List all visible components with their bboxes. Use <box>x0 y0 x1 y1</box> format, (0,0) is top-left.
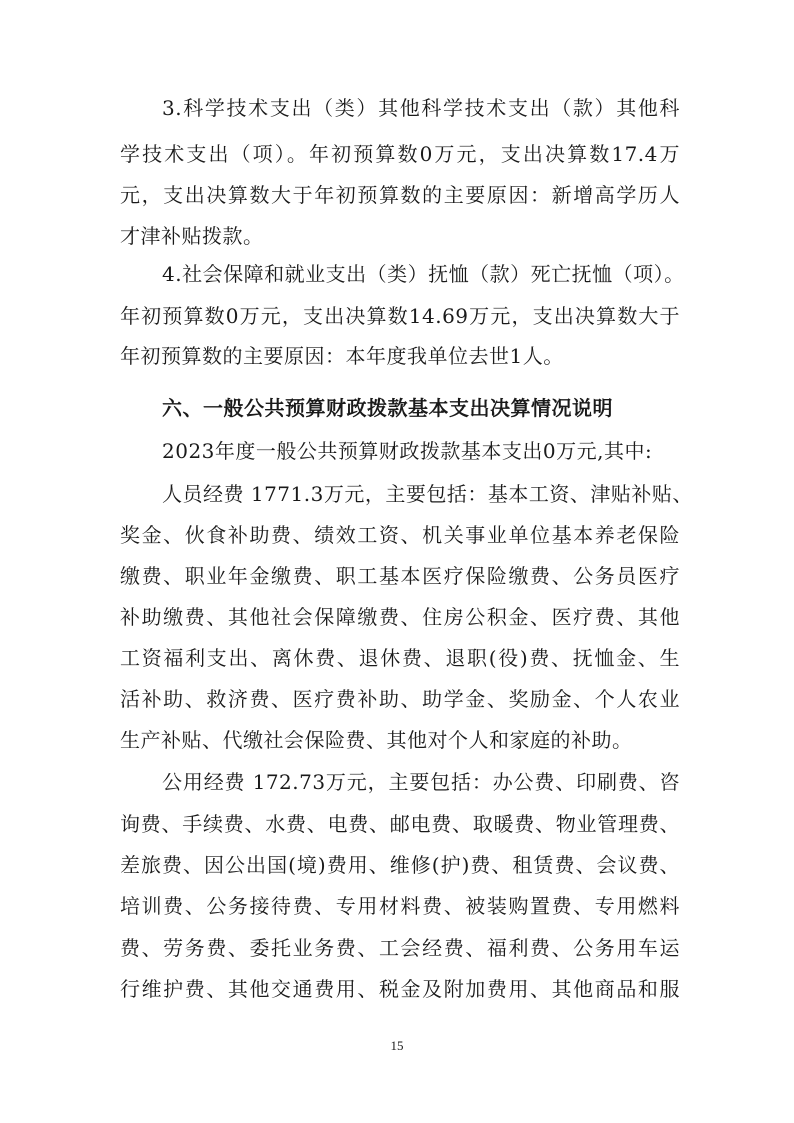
personnel-line-7: 生产补贴、代缴社会保险费、其他对个人和家庭的补助。 <box>120 728 633 752</box>
personnel-line-6: 活补助、救济费、医疗费补助、助学金、奖励金、个人农业 <box>120 687 680 711</box>
summary-line: 2023年度一般公共预算财政拨款基本支出0万元,其中: <box>162 439 653 463</box>
item3-line-3: 元，支出决算数大于年初预算数的主要原因：新增高学历人 <box>120 183 680 207</box>
personnel-line-2: 奖金、伙食补助费、绩效工资、机关事业单位基本养老保险 <box>120 523 680 547</box>
public-line-4: 培训费、公务接待费、专用材料费、被装购置费、专用燃料 <box>120 894 680 918</box>
public-line-6: 行维护费、其他交通费用、税金及附加费用、其他商品和服 <box>120 977 680 1001</box>
personnel-line-4: 补助缴费、其他社会保障缴费、住房公积金、医疗费、其他 <box>120 605 680 629</box>
item3-line-4: 才津补贴拨款。 <box>120 224 264 248</box>
page-number: 15 <box>390 1038 404 1053</box>
item4-line-2: 年初预算数0万元，支出决算数14.69万元，支出决算数大于 <box>120 304 680 328</box>
section-heading: 六、一般公共预算财政拨款基本支出决算情况说明 <box>162 396 613 420</box>
public-line-3: 差旅费、因公出国(境)费用、维修(护)费、租赁费、会议费、 <box>120 853 680 877</box>
public-line-5: 费、劳务费、委托业务费、工会经费、福利费、公务用车运 <box>120 936 680 960</box>
public-line-2: 询费、手续费、水费、电费、邮电费、取暖费、物业管理费、 <box>120 812 680 836</box>
item3-line-1: 3.科学技术支出（类）其他科学技术支出（款）其他科 <box>162 96 680 120</box>
personnel-line-1: 人员经费 1771.3万元，主要包括：基本工资、津贴补贴、 <box>162 482 693 506</box>
item3-line-2: 学技术支出（项）。年初预算数0万元，支出决算数17.4万 <box>120 142 680 166</box>
personnel-line-5: 工资福利支出、离休费、退休费、退职(役)费、抚恤金、生 <box>120 646 680 670</box>
personnel-line-3: 缴费、职业年金缴费、职工基本医疗保险缴费、公务员医疗 <box>120 564 680 588</box>
public-line-1: 公用经费 172.73万元，主要包括：办公费、印刷费、咨 <box>162 770 680 794</box>
item4-line-1: 4.社会保障和就业支出（类）抚恤（款）死亡抚恤（项）。 <box>162 262 685 286</box>
item4-line-3: 年初预算数的主要原因：本年度我单位去世1人。 <box>120 344 564 368</box>
